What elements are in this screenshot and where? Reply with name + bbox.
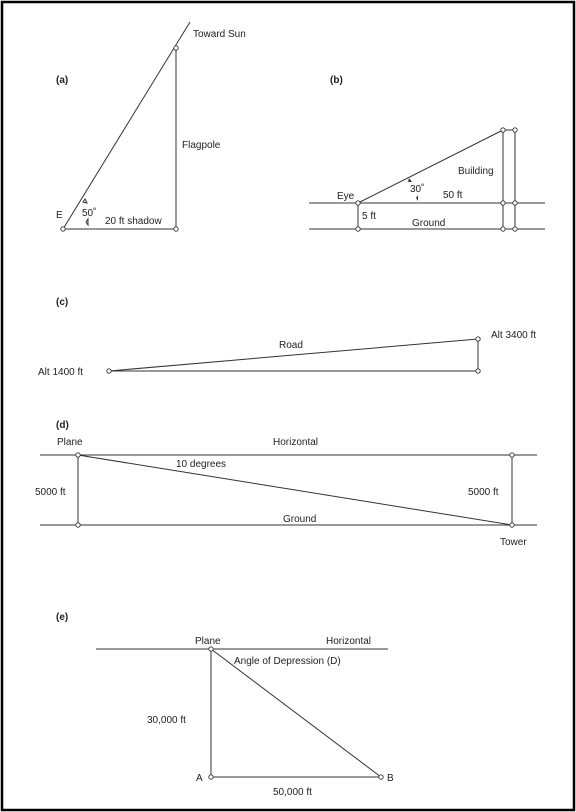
- angle-50-label: 50˚: [82, 208, 97, 219]
- panel-b: [309, 75, 545, 231]
- panel-e: [56, 612, 394, 798]
- panel-c-tag: (c): [56, 297, 69, 308]
- panel-b-tag: (b): [330, 75, 343, 86]
- building-base-left-point: [501, 227, 505, 231]
- tower-label: Tower: [500, 537, 527, 548]
- road-label: Road: [279, 340, 303, 351]
- flagpole-top-point: [174, 46, 178, 50]
- plane-label: Plane: [57, 437, 83, 448]
- flagpole-label: Flagpole: [182, 140, 221, 151]
- tower-point: [510, 523, 514, 527]
- point-b-label: B: [387, 773, 394, 784]
- e-label: E: [56, 210, 63, 221]
- building-label: Building: [458, 166, 494, 177]
- horizontal-label: Horizontal: [273, 437, 319, 448]
- height-left-label: 5000 ft: [35, 487, 66, 498]
- tower-horizontal-point: [510, 453, 514, 457]
- flagpole-base-point: [174, 227, 178, 231]
- point-a: [209, 775, 213, 779]
- depression-label: Angle of Depression (D): [234, 656, 341, 667]
- base-right-point: [476, 369, 480, 373]
- angle-arrow-down: [416, 195, 418, 201]
- eye-label: Eye: [337, 191, 355, 202]
- panel-e-tag: (e): [56, 612, 69, 623]
- building-top-right-point: [513, 128, 517, 132]
- plane-point: [76, 453, 80, 457]
- angle-arrow-down: [86, 219, 88, 225]
- alt-low-label: Alt 1400 ft: [38, 367, 84, 378]
- angle-arrow-up: [408, 178, 412, 182]
- angle-label: 10 degrees: [176, 459, 227, 470]
- eye-height-label: 5 ft: [362, 211, 376, 222]
- point-a-label: A: [196, 773, 203, 784]
- horizontal-distance-label: 50 ft: [443, 190, 463, 201]
- panel-c: [38, 297, 536, 378]
- distance-label: 50,000 ft: [273, 787, 312, 798]
- angle-arrow-up: [83, 199, 87, 203]
- alt-high-label: Alt 3400 ft: [491, 330, 537, 341]
- altitude-label: 30,000 ft: [147, 715, 186, 726]
- point-e: [61, 227, 65, 231]
- building-eye-level-left-point: [501, 201, 505, 205]
- figure-frame: [2, 2, 574, 810]
- panel-d-tag: (d): [56, 420, 69, 431]
- plane-label: Plane: [195, 636, 221, 647]
- building-top-left-point: [501, 128, 505, 132]
- ground-label: Ground: [283, 514, 317, 525]
- sight-line: [211, 649, 381, 777]
- low-point: [107, 369, 111, 373]
- panel-a-tag: (a): [56, 75, 69, 86]
- eye-ground-point: [356, 227, 360, 231]
- plane-point: [209, 647, 213, 651]
- point-b: [379, 775, 383, 779]
- plane-ground-point: [76, 523, 80, 527]
- building-base-right-point: [513, 227, 517, 231]
- panel-d: [35, 420, 537, 548]
- angle-30-label: 30˚: [410, 184, 425, 195]
- eye-point: [356, 201, 360, 205]
- toward-sun-label: Toward Sun: [193, 29, 246, 40]
- horizontal-label: Horizontal: [326, 636, 372, 647]
- building-eye-level-right-point: [513, 201, 517, 205]
- panel-a: [56, 22, 246, 231]
- height-right-label: 5000 ft: [468, 487, 499, 498]
- ground-label: Ground: [412, 218, 446, 229]
- shadow-label: 20 ft shadow: [105, 216, 162, 227]
- high-point: [476, 337, 480, 341]
- sun-ray-line: [63, 22, 190, 229]
